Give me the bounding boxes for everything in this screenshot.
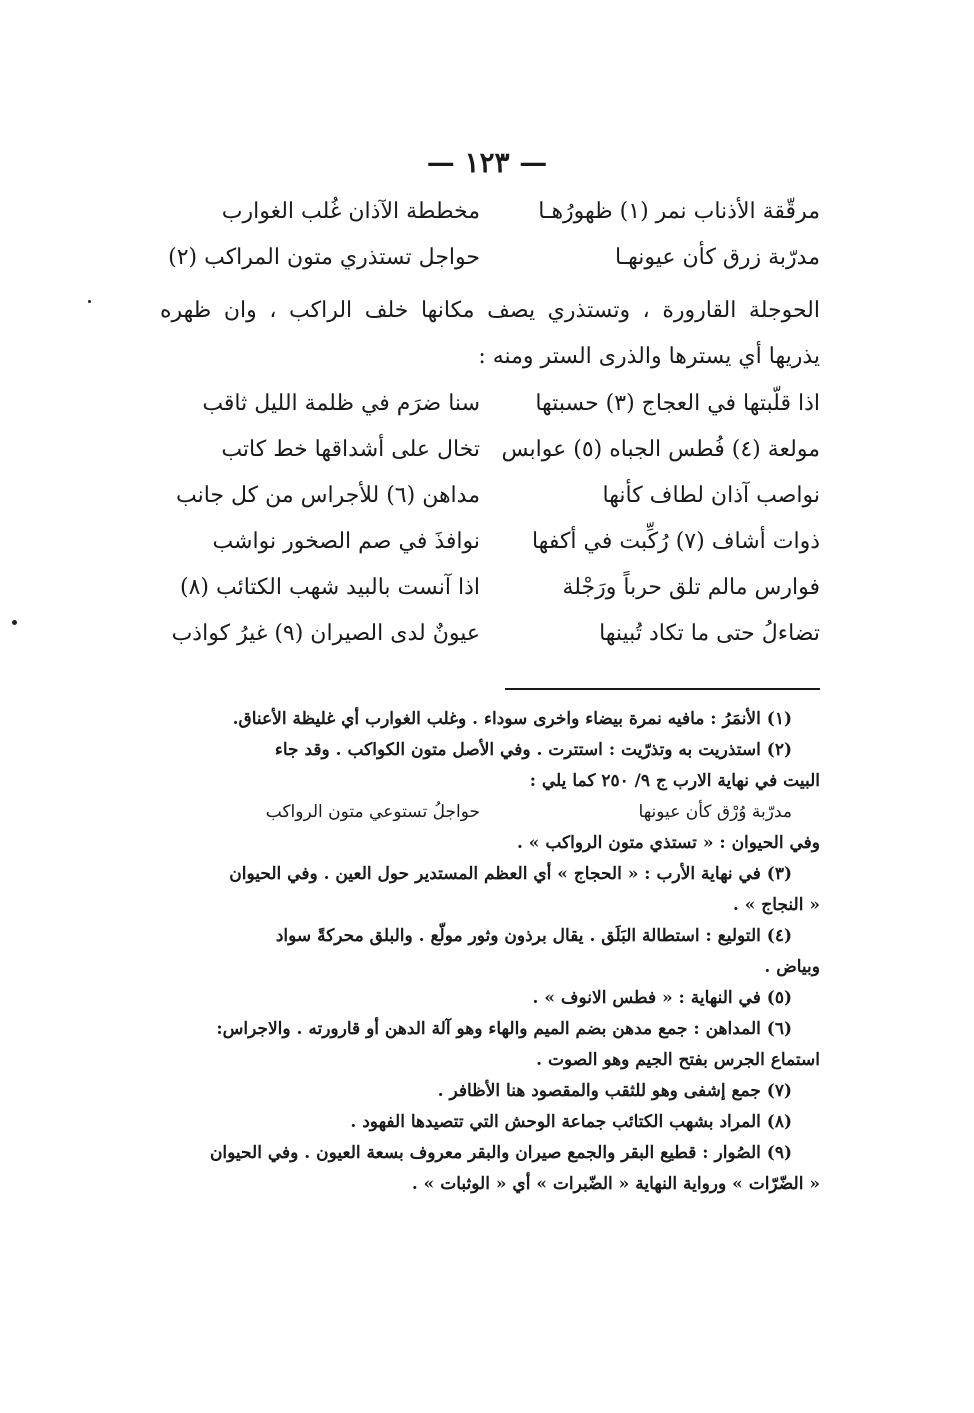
- footnote-1: (١) الأنمَرُ : مافيه نمرة بيضاء واخرى سوداء . وغلب الغوارب أي غليظة الأعناق.: [232, 709, 792, 729]
- page-number: — ١٢٣ —: [426, 146, 548, 179]
- verse-first-hemistich: مدرّبة زرق كأن عيونهـا: [614, 245, 820, 270]
- footnote-verse-first-hemistich: مدرّبة وُرْق كأن عيونها: [638, 802, 792, 822]
- verse-line: [160, 522, 820, 562]
- verse-first-hemistich: مرقّقة الأذناب نمر (١) ظهورُهـا: [538, 199, 820, 224]
- footnote-6: (٦) المداهن : جمع مدهن بضم الميم والهاء وهو آلة الدهن أو قارورته . والاجراس:: [216, 1019, 792, 1039]
- prose-paragraph: الحوجلة القارورة ، وتستذري يصف مكانها خلف الراكب ، وان ظهره يذريها أي يسترها والذرى الستر ومنه :: [160, 298, 820, 369]
- verse-line: [160, 476, 820, 516]
- footnote-verse-second-hemistich: حواجلُ تستوعي متون الرواكب: [265, 802, 480, 822]
- verse-second-hemistich: مداهن (٦) للأجراس من كل جانب: [176, 483, 480, 508]
- scan-speck: [88, 300, 91, 303]
- footnote-2: (٢) استذريت به وتذرّيت : استترت . وفي الأصل متون الكواكب . وقد جاء: [274, 740, 792, 760]
- verse-second-hemistich: حواجل تستذري متون المراكب (٢): [168, 245, 480, 270]
- verse-second-hemistich: سنا ضرَم في ظلمة الليل ثاقب: [202, 391, 480, 416]
- verse-line: [160, 568, 820, 608]
- footnote-4-continued: وبياض .: [764, 957, 820, 977]
- footnote-9-continued: « الضّرّات » ورواية النهاية « الضّبرات » أي « الوثبات » .: [411, 1174, 820, 1194]
- verse-line: [160, 238, 820, 278]
- verse-line: [160, 614, 820, 654]
- verse-line: [160, 384, 820, 424]
- verse-first-hemistich: تضاءلُ حتى ما تكاد تُبينها: [599, 621, 820, 646]
- footnote-9: (٩) الصُوار : قطيع البقر والجمع صيران والبقر معروف بسعة العيون . وفي الحيوان: [209, 1143, 792, 1163]
- footnote-7: (٧) جمع إشفى وهو للثقب والمقصود هنا الأظافر .: [437, 1081, 792, 1101]
- verse-first-hemistich: مولعة (٤) فُطس الجباه (٥) عوابس: [501, 437, 820, 462]
- verse-second-hemistich: اذا آنست بالبيد شهب الكتائب (٨): [179, 575, 480, 600]
- footnote-5: (٥) في النهاية : « فطس الانوف » .: [532, 988, 792, 1008]
- scan-speck: [12, 620, 17, 625]
- verse-second-hemistich: مخططة الآذان غُلب الغوارب: [221, 199, 480, 224]
- footnote-2-after: وفي الحيوان : « تستذي متون الرواكب » .: [516, 833, 820, 853]
- verse-first-hemistich: فوارس مالم تلق حرباً ورَجْلة: [562, 575, 820, 600]
- footnote-6-continued: استماع الجرس بفتح الجيم وهو الصوت .: [536, 1050, 820, 1070]
- footnote-2-verse: [160, 797, 820, 828]
- footnote-3-continued: « النجاج » .: [732, 895, 820, 915]
- verse-line: [160, 430, 820, 470]
- footnote-8: (٨) المراد بشهب الكتائب جماعة الوحش التي تتصيدها الفهود .: [350, 1112, 792, 1132]
- verse-first-hemistich: نواصب آذان لطاف كأنها: [602, 483, 820, 508]
- footnote-3: (٣) في نهاية الأرب : « الحجاج » أي العظم المستدير حول العين . وفي الحيوان: [229, 864, 792, 884]
- footnote-2-continued: البيت في نهاية الارب ج ٩/ ٢٥٠ كما يلي :: [529, 771, 820, 791]
- footnote-4: (٤) التوليع : استطالة البَلَق . يقال برذون وثور مولّع . والبلق محركةً سواد: [275, 926, 792, 946]
- verse-line: [160, 192, 820, 232]
- verse-second-hemistich: عيونٌ لدى الصيران (٩) غيرُ كواذب: [171, 621, 480, 646]
- verse-first-hemistich: اذا قلّبتها في العجاج (٣) حسبتها: [535, 391, 820, 416]
- footnote-separator: [505, 688, 820, 690]
- footnotes: [160, 704, 820, 1200]
- verse-second-hemistich: نوافذَ في صم الصخور نواشب: [212, 529, 480, 554]
- verse-first-hemistich: ذوات أشاف (٧) رُكِّبت في أكفها: [531, 529, 820, 554]
- verse-second-hemistich: تخال على أشداقها خط كاتب: [221, 437, 480, 462]
